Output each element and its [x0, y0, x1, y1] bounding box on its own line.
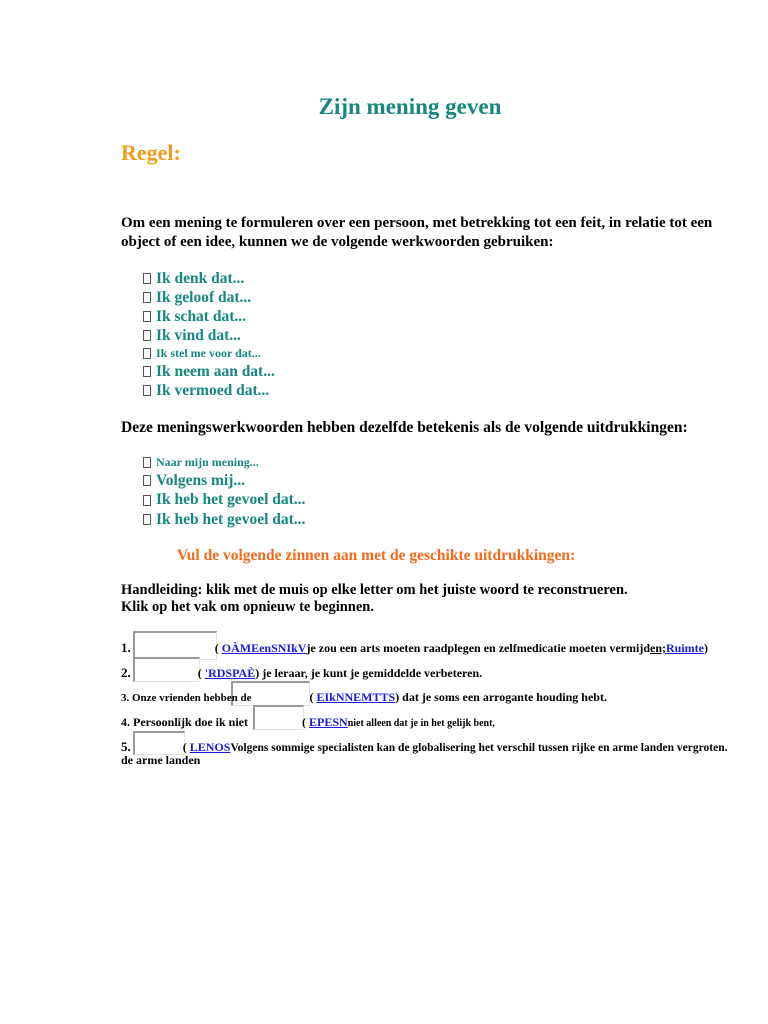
bullet-box-icon	[143, 273, 151, 284]
bullet-box-icon	[143, 348, 151, 359]
exercise-text: je zou een arts moeten raadplegen en zelfmedicatie moeten vermijd	[306, 641, 650, 655]
bullet-box-icon	[143, 330, 151, 341]
exercise-number: 1.	[121, 640, 131, 655]
bullet-box-icon	[143, 366, 151, 377]
bullet-box-icon	[143, 385, 151, 396]
list-item: Volgens mij...	[143, 471, 305, 491]
rule-heading: Regel:	[121, 140, 181, 165]
ruimte-link[interactable]: Ruimte	[666, 641, 704, 655]
bullet-box-icon	[143, 495, 151, 506]
exercise-row-3: 3. Onze vrienden hebben de ( EIkNNEMTTS) dat je soms een arrogante houding hebt.	[121, 690, 607, 704]
list-item: Ik geloof dat...	[143, 288, 275, 307]
exercise-text: Volgens sommige specialisten kan de globalisering het verschil tussen rijke en arme landen vergroten.	[230, 742, 728, 754]
exercise-number: 5.	[121, 739, 131, 754]
exercise-heading: Vul de volgende zinnen aan met de geschikte uitdrukkingen:	[177, 547, 576, 564]
intro-paragraph: Om een mening te formuleren over een persoon, met betrekking tot een feit, in relatie tot een object of een idee, kunnen we de volgende werkwoorden gebruiken:	[121, 215, 713, 250]
list-item: Ik schat dat...	[143, 307, 275, 326]
exercise-number: 4. Persoonlijk doe ik niet	[121, 715, 249, 729]
bullet-box-icon	[143, 292, 151, 303]
list-item: Ik stel me voor dat...	[143, 345, 275, 362]
instructions-line-1: Handleiding: klik met de muis op elke letter om het juiste woord te reconstrueren.	[121, 582, 628, 598]
list-item: Ik denk dat...	[143, 269, 275, 288]
bullet-box-icon	[143, 475, 151, 486]
expression-list	[143, 453, 305, 530]
exercise-text: ) dat je soms een arrogante houding hebt.	[395, 690, 607, 704]
exercise-row-4: 4. Persoonlijk doe ik niet ( EPESNniet alleen dat je in het gelijk bent,	[121, 715, 495, 729]
exercise-text: ) je leraar, je kunt je gemiddelde verbeteren.	[255, 666, 483, 680]
bullet-box-icon	[143, 311, 151, 322]
instructions	[121, 582, 628, 616]
exercise-text: niet alleen dat je in het gelijk bent,	[347, 718, 495, 729]
expressions-heading: Deze meningswerkwoorden hebben dezelfde betekenis als de volgende uitdrukkingen:	[121, 419, 688, 436]
exercise-text-end: en;	[650, 641, 666, 655]
exercise-row-1: 1. ( OÀMEenSNIkVje zou een arts moeten raadplegen en zelfmedicatie moeten vermijden;Ruimte)	[121, 640, 708, 655]
list-item: Ik heb het gevoel dat...	[143, 510, 305, 530]
bullet-box-icon	[143, 514, 151, 525]
scrambled-word[interactable]: LENOS	[189, 740, 231, 754]
exercise-row-5-continuation: de arme landen	[121, 753, 201, 767]
page-title: Zijn mening geven	[318, 94, 502, 119]
list-item: Naar mijn mening...	[143, 453, 305, 471]
instructions-line-2: Klik op het vak om opnieuw te beginnen.	[121, 599, 374, 615]
bullet-box-icon	[143, 457, 151, 468]
exercise-row-2: 2. ( 'RDSPAÈ) je leraar, je kunt je gemiddelde verbeteren.	[121, 665, 483, 680]
scrambled-word[interactable]: EIkNNEMTTS	[316, 690, 396, 704]
list-item: Ik vermoed dat...	[143, 381, 275, 400]
list-item: Ik neem aan dat...	[143, 362, 275, 381]
opinion-verb-list	[143, 269, 275, 400]
scrambled-word[interactable]: EPESN	[309, 715, 348, 729]
scrambled-word[interactable]: 'RDSPAÈ	[204, 666, 256, 680]
exercise-number: 3. Onze vrienden hebben de	[121, 692, 252, 704]
exercise-number: 2.	[121, 665, 131, 680]
list-item: Ik vind dat...	[143, 326, 275, 345]
scrambled-word[interactable]: OÀMEenSNIkV	[221, 641, 307, 655]
exercise-row-5: 5. ( LENOSVolgens sommige specialisten kan de globalisering het verschil tussen rijke en arme landen vergroten.	[121, 739, 728, 754]
list-item: Ik heb het gevoel dat...	[143, 491, 305, 511]
